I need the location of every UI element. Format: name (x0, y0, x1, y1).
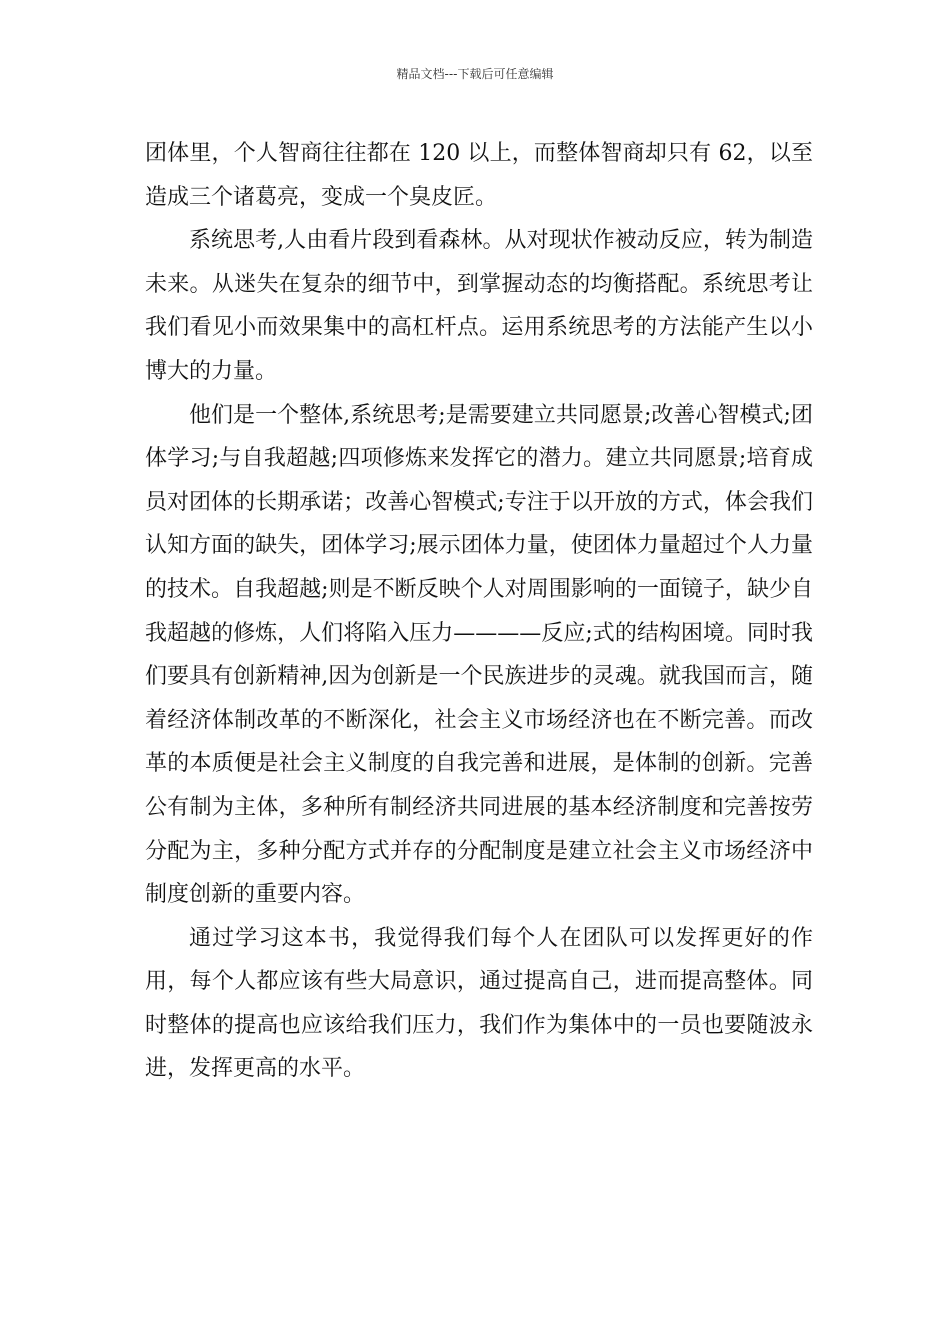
paragraph-2: 系统思考,人由看片段到看森林。从对现状作被动反应，转为制造未来。从迷失在复杂的细节中，到掌握动态的均衡搭配。系统思考让我们看见小而效果集中的高杠杆点。运用系统思考的方法能产生以小博大的力量。 (145, 228, 813, 384)
paragraph-4: 通过学习这本书，我觉得我们每个人在团队可以发挥更好的作用，每个人都应该有些大局意识，通过提高自己，进而提高整体。同时整体的提高也应该给我们压力，我们作为集体中的一员也要随波永进，发挥更高的水平。 (145, 925, 813, 1082)
page-header: 精品文档---下载后可任意编辑 (396, 67, 554, 81)
paragraph-1: 团体里，个人智商往往都在 120 以上，而整体智商却只有 62，以至造成三个诸葛亮，变成一个臭皮匠。 (145, 141, 813, 210)
document-body (145, 132, 813, 1091)
paragraph-3: 他们是一个整体,系统思考;是需要建立共同愿景;改善心智模式;团体学习;与自我超越;四项修炼来发挥它的潜力。建立共同愿景;培育成员对团体的长期承诺；改善心智模式;专注于以开放的方式，体会我们认知方面的缺失，团体学习;展示团体力量，使团体力量超过个人力量的技术。自我超越;则是不断反映个人对周围影响的一面镜子，缺少自我超越的修炼，人们将陷入压力————反应;式的结构困境。同时我们要具有创新精神,因为创新是一个民族进步的灵魂。就我国而言，随着经济体制改革的不断深化，社会主义市场经济也在不断完善。而改革的本质便是社会主义制度的自我完善和进展，是体制的创新。完善公有制为主体，多种所有制经济共同进展的基本经济制度和完善按劳分配为主，多种分配方式并存的分配制度是建立社会主义市场经济中制度创新的重要内容。 (145, 402, 813, 908)
